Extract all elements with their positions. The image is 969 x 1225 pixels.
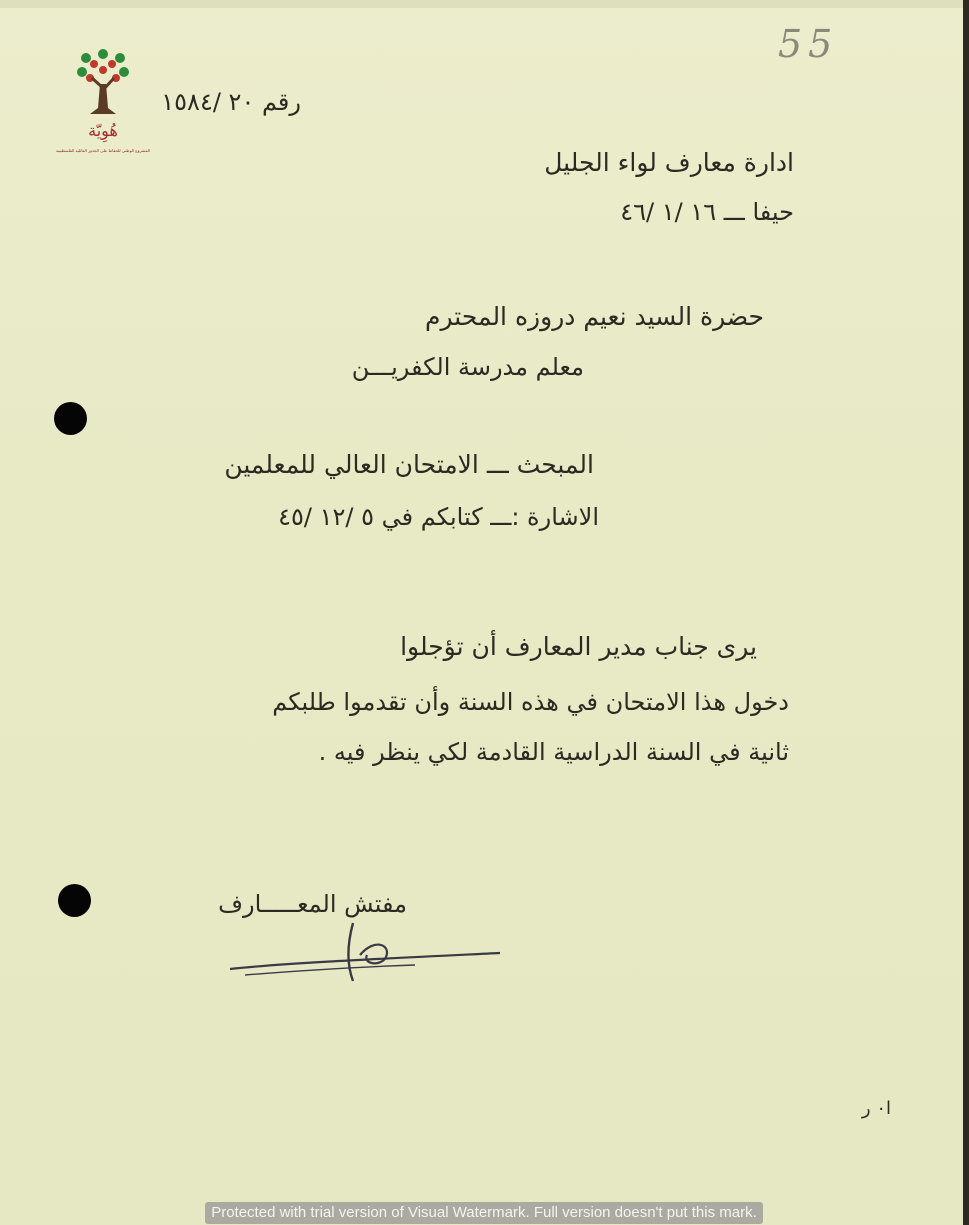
scan-right-edge — [963, 0, 969, 1225]
signature-title: مفتش المعـــــارف — [218, 890, 407, 918]
recipient-name: حضرة السيد نعيم دروزه المحترم — [425, 302, 764, 331]
handwritten-signature — [225, 915, 510, 990]
subject-line: المبحث ـــ الامتحان العالي للمعلمين — [224, 450, 594, 479]
logo-text: هُوِيّة — [88, 121, 118, 140]
initials: ا٠ ر — [861, 1098, 891, 1119]
punch-hole-bottom — [58, 884, 91, 917]
tree-logo-icon — [55, 48, 151, 168]
body-line-3: ثانية في السنة الدراسية القادمة لكي ينظر فيه . — [318, 738, 789, 766]
reference-line: الاشارة :ـــ كتابكم في ٥ /١٢ /٤٥ — [278, 503, 599, 531]
place-date: حيفا ـــ ١٦ /١ /٤٦ — [620, 198, 794, 226]
reference-number: رقم ٢٠ /١٥٨٤ — [161, 88, 301, 116]
logo-subtext: المشروع الوطني للحفاظ على الجذور العائلية الفلسطينية — [55, 148, 151, 153]
scan-top-edge — [0, 0, 969, 8]
trial-watermark: Protected with trial version of Visual Watermark. Full version doesn't put this mark. — [205, 1202, 763, 1224]
page-number: 55 — [778, 22, 839, 66]
body-line-1: يرى جناب مدير المعارف أن تؤجلوا — [400, 632, 757, 661]
recipient-title: معلم مدرسة الكفريـــن — [351, 353, 584, 381]
punch-hole-top — [54, 402, 87, 435]
authority-heading: ادارة معارف لواء الجليل — [544, 148, 794, 177]
body-line-2: دخول هذا الامتحان في هذه السنة وأن تقدموا طلبكم — [272, 688, 789, 716]
